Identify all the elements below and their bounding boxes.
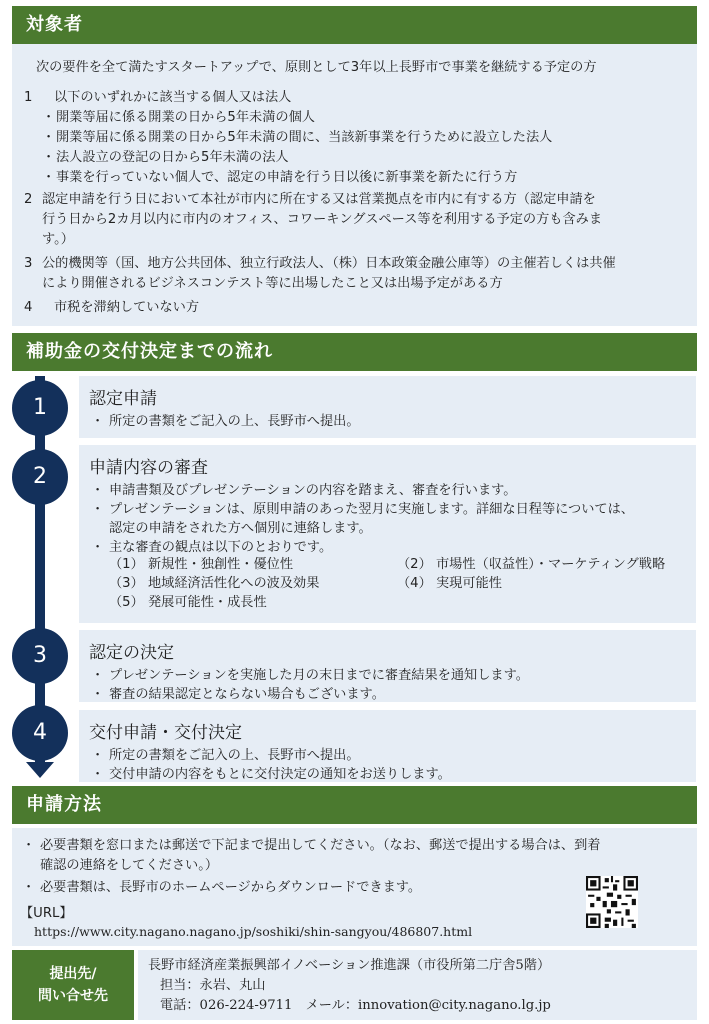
target-intro: 次の要件を全て満たすスタートアップで、原則として3年以上長野市で事業を継続する予定の方 [36, 60, 597, 75]
requirement-1-sublist [40, 108, 552, 188]
requirement-text: 以下のいずれかに該当する個人又は法人 [54, 90, 292, 105]
list-item: ・ 事業を行っていない個人で、認定の申請を行う日以後に新事業を新たに行う方 [42, 170, 518, 185]
step-title: 認定の決定 [89, 643, 174, 663]
requirement-text: 認定申請を行う日において本社が市内に所在する又は営業拠点を市内に有する方（認定申請を 行う日から2カ月以内に市内のオフィス、コワーキングスペース等を利用する予定の方も含みま す。） [42, 192, 603, 247]
arrow-down-icon [26, 762, 54, 778]
step-4-panel [79, 710, 696, 782]
step-title: 交付申請・交付決定 [89, 723, 242, 743]
step-2-panel [79, 445, 696, 623]
contact-panel [138, 950, 697, 1020]
step-3-panel [79, 630, 696, 702]
list-item: ・ プレゼンテーションを実施した月の末日までに審査結果を通知します。 [91, 668, 529, 683]
step-title: 申請内容の審査 [89, 458, 208, 478]
list-item: ・ 法人設立の登記の日から5年未満の法人 [42, 150, 289, 165]
list-item: ・ 所定の書類をご記入の上、長野市へ提出。 [91, 748, 360, 763]
criterion: （3） 地域経済活性化への波及効果 [109, 576, 320, 591]
target-heading: 対象者 [12, 6, 697, 44]
list-item: ・ プレゼンテーションは、原則申請のあった翌月に実施します。詳細な日程等については、 [91, 502, 634, 517]
criterion: （4） 実現可能性 [397, 576, 502, 591]
flow-heading: 補助金の交付決定までの流れ [12, 333, 697, 371]
criterion: （1） 新規性・独創性・優位性 [109, 557, 294, 572]
list-item: ・ 開業等届に係る開業の日から5年未満の個人 [42, 110, 315, 125]
list-item-continued: 認定の申請をされた方へ個別に連絡します。 [109, 521, 372, 536]
requirement-text: 市税を滞納していない方 [54, 300, 200, 315]
criterion: （5） 発展可能性・成長性 [109, 595, 267, 610]
target-panel [12, 44, 697, 326]
requirement-number: 4 [24, 300, 33, 315]
review-criteria [109, 555, 689, 615]
list-item: ・ 所定の書類をご記入の上、長野市へ提出。 [91, 414, 360, 429]
step-title: 認定申請 [89, 389, 157, 409]
list-item: ・ 申請書類及びプレゼンテーションの内容を踏まえ、審査を行います。 [91, 483, 517, 498]
step-2-badge: 2 [12, 449, 68, 505]
contact-staff: 担当：永岩、丸山 [160, 978, 266, 993]
list-item: ・ 主な審査の観点は以下のとおりです。 [91, 540, 333, 555]
list-item: ・ 開業等届に係る開業の日から5年未満の間に、当該新事業を行うために設立した法人 [42, 130, 553, 145]
contact-department: 長野市経済産業振興部イノベーション推進課（市役所第二庁舎5階） [148, 958, 551, 973]
requirement-number: 2 [24, 192, 33, 207]
apply-heading: 申請方法 [12, 786, 697, 824]
apply-item-1: ・ 必要書類を窓口または郵送で下記まで提出してください。（なお、郵送で提出する場合は、到着 確認の連絡をしてください。） [22, 838, 601, 873]
download-url-link[interactable]: https://www.city.nagano.nagano.jp/soshiki/shin-sangyou/486807.html [34, 924, 473, 939]
requirement-number: 3 [24, 256, 33, 271]
apply-item-2: ・ 必要書類は、長野市のホームページからダウンロードできます。 [22, 880, 422, 895]
step-1-badge: 1 [12, 380, 68, 436]
requirement-number: 1 [24, 90, 33, 105]
qr-code-icon[interactable] [586, 876, 638, 928]
step-3-badge: 3 [12, 628, 68, 684]
requirement-text: 公的機関等（国、地方公共団体、独立行政法人、（株）日本政策金融公庫等）の主催若しくは共催 により開催されるビジネスコンテスト等に出場したこと又は出場予定がある方 [42, 256, 616, 291]
criterion: （2） 市場性（収益性）・マーケティング戦略 [397, 557, 666, 572]
contact-phone-email[interactable]: 電話：026-224-9711 メール：innovation@city.nagano.lg.jp [160, 998, 551, 1013]
step-4-badge: 4 [12, 705, 68, 761]
step-1-panel [79, 376, 696, 438]
list-item: ・ 審査の結果認定とならない場合もございます。 [91, 687, 385, 702]
list-item: ・ 交付申請の内容をもとに交付決定の通知をお送りします。 [91, 767, 451, 782]
contact-label: 提出先/ 問い合せ先 [12, 950, 134, 1020]
url-label: 【URL】 [20, 906, 73, 921]
